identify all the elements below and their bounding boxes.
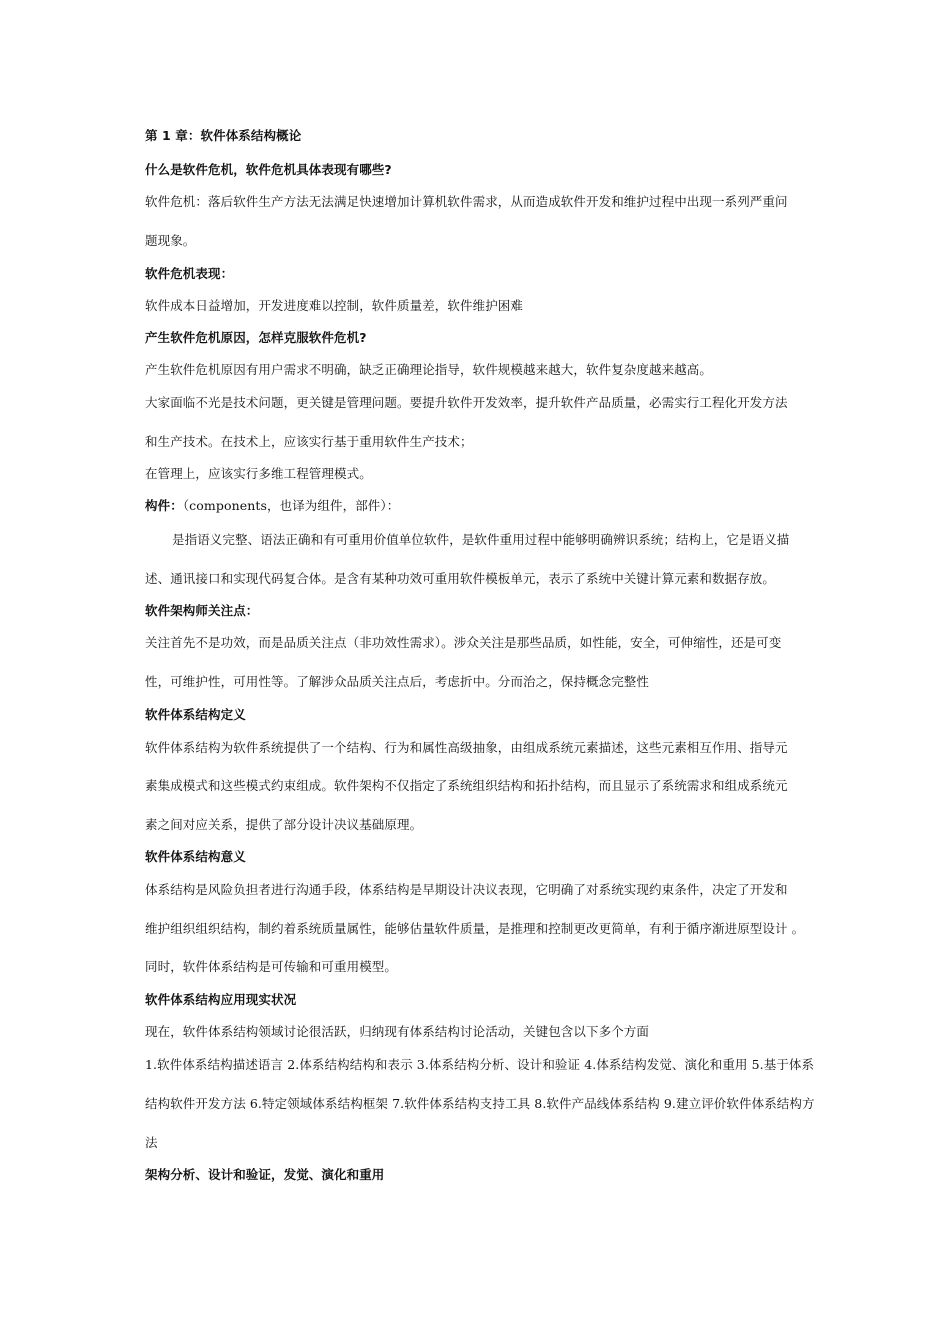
paragraph-line: 现在，软件体系结构领域讨论很活跃，归纳现有体系结构讨论活动，关键包含以下多个方面 bbox=[145, 1024, 650, 1039]
paragraph-line: 和生产技术。在技术上，应该实行基于重用软件生产技术； bbox=[145, 434, 473, 449]
paragraph-line: 软件危机：落后软件生产方法无法满足快速增加计算机软件需求，从而造成软件开发和维护过程中出现一系列严重问 bbox=[145, 194, 788, 209]
section-heading: 架构分析、设计和验证，发觉、演化和重用 bbox=[145, 1167, 385, 1182]
paragraph-line: 述、通讯接口和实现代码复合体。是含有某种功效可重用软件模板单元，表示了系统中关键计算元素和数据存放。 bbox=[145, 571, 776, 586]
paragraph-line: 在管理上，应该实行多维工程管理模式。 bbox=[145, 466, 372, 481]
section-heading: 软件体系结构应用现实状况 bbox=[145, 992, 297, 1007]
section-heading: 产生软件危机原因，怎样克服软件危机? bbox=[145, 330, 367, 345]
paragraph-line: 维护组织组织结构，制约着系统质量属性，能够估量软件质量，是推理和控制更改更简单，有利于循序渐进原型设计 。 bbox=[145, 921, 805, 936]
paragraph-line: 产生软件危机原因有用户需求不明确，缺乏正确理论指导，软件规模越来越大，软件复杂度越来越高。 bbox=[145, 362, 713, 377]
section-heading: 软件危机表现： bbox=[145, 266, 234, 281]
section-heading: 构件： bbox=[145, 498, 183, 513]
paragraph-line: 题现象。 bbox=[145, 233, 196, 248]
heading-note: （components，也译为组件，部件）： bbox=[182, 498, 400, 513]
paragraph-line: 是指语义完整、语法正确和有可重用价值单位软件，是软件重用过程中能够明确辨识系统；结构上，它是语义描 bbox=[172, 532, 790, 547]
paragraph-line: 素集成模式和这些模式约束组成。软件架构不仅指定了系统组织结构和拓扑结构，而且显示了系统需求和组成系统元 bbox=[145, 778, 788, 793]
paragraph-line: 关注首先不是功效，而是品质关注点（非功效性需求）。涉众关注是那些品质，如性能，安全，可伸缩性，还是可变 bbox=[145, 635, 782, 650]
paragraph-line: 体系结构是风险负担者进行沟通手段，体系结构是早期设计决议表现，它明确了对系统实现约束条件，决定了开发和 bbox=[145, 882, 788, 897]
paragraph-line: 1.软件体系结构描述语言 2.体系结构结构和表示 3.体系结构分析、设计和验证 4.体系结构发觉、演化和重用 5.基于体系 bbox=[145, 1057, 815, 1072]
paragraph-line: 性，可维护性，可用性等。了解涉众品质关注点后，考虑折中。分而治之，保持概念完整性 bbox=[145, 674, 650, 689]
chapter-title: 第 1 章：软件体系结构概论 bbox=[145, 128, 302, 143]
paragraph-line: 软件成本日益增加，开发进度难以控制，软件质量差，软件维护困难 bbox=[145, 298, 524, 313]
paragraph-line: 大家面临不光是技术问题，更关键是管理问题。要提升软件开发效率，提升软件产品质量，必需实行工程化开发方法 bbox=[145, 395, 788, 410]
section-heading: 软件体系结构定义 bbox=[145, 707, 246, 722]
paragraph-line: 软件体系结构为软件系统提供了一个结构、行为和属性高级抽象，由组成系统元素描述，这些元素相互作用、指导元 bbox=[145, 740, 788, 755]
section-heading: 软件体系结构意义 bbox=[145, 849, 246, 864]
paragraph-line: 法 bbox=[145, 1135, 158, 1150]
component-definition-line bbox=[145, 498, 399, 514]
section-heading: 软件架构师关注点： bbox=[145, 603, 259, 618]
paragraph-line: 同时，软件体系结构是可传输和可重用模型。 bbox=[145, 959, 398, 974]
paragraph-line: 素之间对应关系，提供了部分设计决议基础原理。 bbox=[145, 817, 423, 832]
section-heading: 什么是软件危机，软件危机具体表现有哪些? bbox=[145, 162, 392, 177]
paragraph-line: 结构软件开发方法 6.特定领域体系结构框架 7.软件体系结构支持工具 8.软件产品线体系结构 9.建立评价软件体系结构方 bbox=[145, 1096, 815, 1111]
